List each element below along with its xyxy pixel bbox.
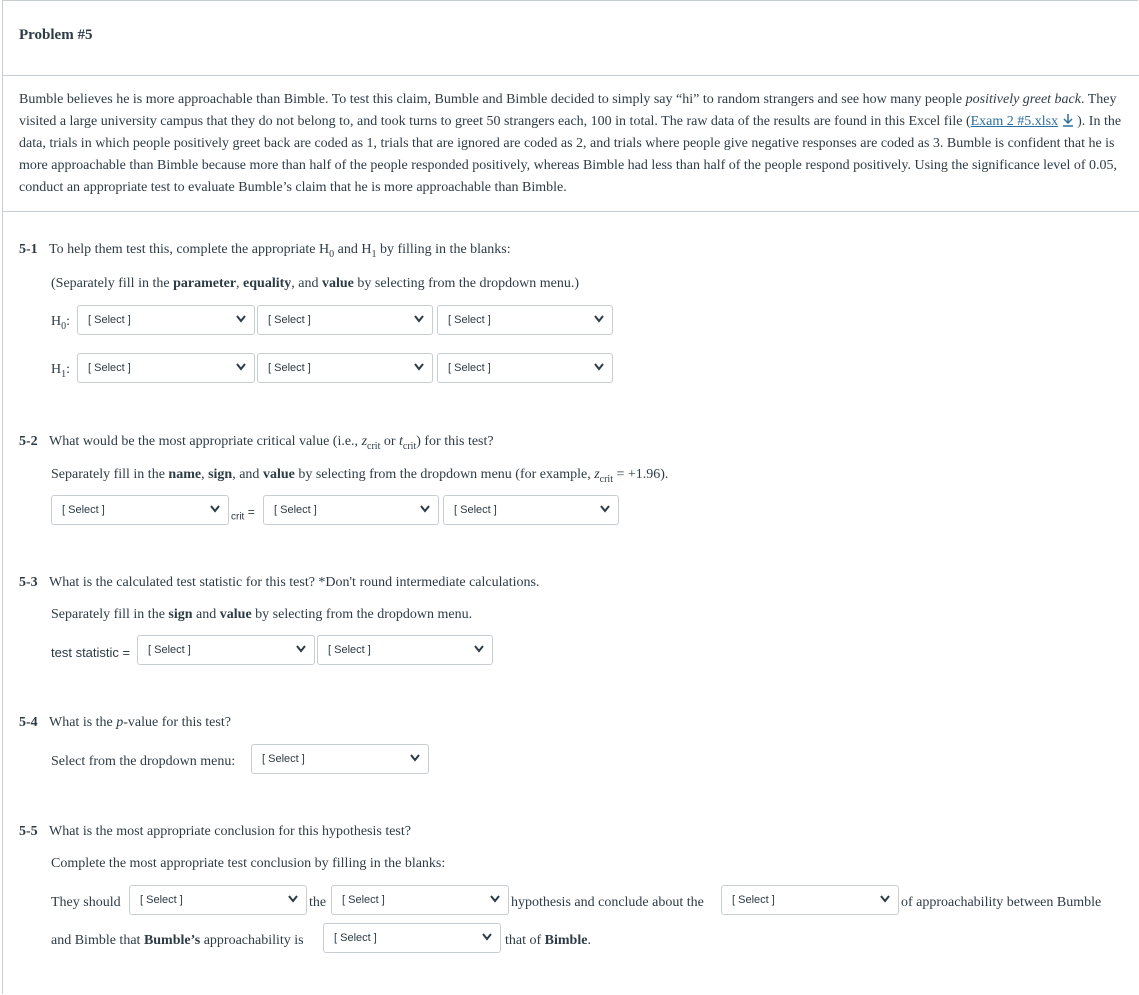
chevron-down-icon — [482, 933, 492, 941]
problem-intro — [19, 89, 1127, 199]
chevron-down-icon — [288, 895, 298, 903]
conclusion-text-3: hypothesis and conclude about the — [511, 895, 704, 910]
question-number: 5-1 — [19, 242, 38, 257]
question-number: 5-3 — [19, 575, 38, 590]
critical-name-select[interactable]: [ Select ] — [51, 495, 229, 525]
quiz-frame — [2, 0, 1138, 994]
h1-equality-select[interactable]: [ Select ] — [257, 353, 433, 383]
comparison-select[interactable]: [ Select ] — [323, 923, 501, 953]
test-statistic-sign-select[interactable]: [ Select ] — [137, 635, 315, 665]
h0-value-select[interactable]: [ Select ] — [437, 305, 613, 335]
question-5-3-instructions: Separately fill in the sign and value by selecting from the dropdown menu. — [51, 607, 473, 622]
question-number: 5-4 — [19, 715, 38, 730]
h0-parameter-select[interactable]: [ Select ] — [77, 305, 255, 335]
chevron-down-icon — [414, 363, 424, 371]
question-title: Problem #5 — [19, 27, 93, 43]
chevron-down-icon — [594, 315, 604, 323]
intro-text-3: ). In the data, trials in which people positively greet back are coded as 1, trials that are ignored are coded as 2, and trials where people give negative responses are coded as 3. Bumble is confident that he is more approachable than Bimble because more than half of the people responded positively, whereas Bimble had less than half of the people respond positively. Using the significance level of 0.05, conduct an appropriate test to evaluate Bumble’s claim that he is more approachable than Bimble. — [19, 114, 1122, 195]
test-statistic-label: test statistic = — [51, 645, 131, 660]
test-statistic-value-select[interactable]: [ Select ] — [317, 635, 493, 665]
chevron-down-icon — [490, 895, 500, 903]
chevron-down-icon — [414, 315, 424, 323]
divider — [3, 211, 1139, 212]
crit-equals-label: $_{crit}$ = — [231, 505, 255, 523]
chevron-down-icon — [296, 645, 306, 653]
chevron-down-icon — [474, 645, 484, 653]
question-5-2: 5-2 What would be the most appropriate critical value (i.e., $z_{crit}$ or $t_{crit}$) for this test? — [19, 434, 494, 452]
question-5-4: 5-4 What is the p-value for this test? — [19, 713, 231, 733]
conclusion-text-6: that of Bimble. — [505, 933, 591, 948]
chevron-down-icon — [600, 505, 610, 513]
h0-equality-select[interactable]: [ Select ] — [257, 305, 433, 335]
critical-value-select[interactable]: [ Select ] — [443, 495, 619, 525]
question-5-2-instructions: Separately fill in the name, sign, and value by selecting from the dropdown menu (for example, $z_{crit} = +1.96$). — [51, 467, 669, 485]
h1-label: $H_1$: — [51, 362, 71, 380]
p-value-select[interactable]: [ Select ] — [251, 744, 429, 774]
chevron-down-icon — [880, 895, 890, 903]
chevron-down-icon — [236, 363, 246, 371]
conclusion-text-2: the — [309, 895, 327, 910]
question-5-1: 5-1 To help them test this, complete the appropriate $H_0$ and $H_1$ by filling in the blanks: — [19, 242, 511, 260]
p-value-label: Select from the dropdown menu: — [51, 754, 236, 769]
chevron-down-icon — [420, 505, 430, 513]
question-5-5-instructions: Complete the most appropriate test conclusion by filling in the blanks: — [51, 856, 446, 871]
conclusion-text-1: They should — [51, 895, 121, 910]
question-5-1-instructions: (Separately fill in the parameter, equality, and value by selecting from the dropdown menu.) — [51, 276, 580, 291]
chevron-down-icon — [236, 315, 246, 323]
intro-emphasis: positively greet back — [965, 92, 1081, 107]
h0-label: $H_0$: — [51, 314, 71, 332]
difference-select[interactable]: [ Select ] — [721, 885, 899, 915]
conclusion-text-5: and Bimble that Bumble’s approachability is — [51, 933, 304, 948]
conclusion-text-4: of approachability between Bumble — [901, 895, 1102, 910]
excel-file-link[interactable]: Exam 2 #5.xlsx — [970, 114, 1059, 129]
chevron-down-icon — [410, 754, 420, 762]
question-header — [3, 1, 1139, 76]
chevron-down-icon — [594, 363, 604, 371]
intro-text-1: Bumble believes he is more approachable than Bimble. To test this claim, Bumble and Bimble decided to simply say “hi” to random strangers and see how many people — [19, 92, 966, 107]
critical-sign-select[interactable]: [ Select ] — [263, 495, 439, 525]
question-number: 5-2 — [19, 434, 38, 449]
h1-value-select[interactable]: [ Select ] — [437, 353, 613, 383]
decision-select[interactable]: [ Select ] — [129, 885, 307, 915]
question-5-3: 5-3 What is the calculated test statistic for this test? *Don't round intermediate calculations. — [19, 573, 539, 593]
chevron-down-icon — [210, 505, 220, 513]
h1-parameter-select[interactable]: [ Select ] — [77, 353, 255, 383]
download-icon[interactable] — [1062, 113, 1074, 127]
question-5-5: 5-5 What is the most appropriate conclusion for this hypothesis test? — [19, 822, 411, 842]
intro-text-2: . They visited a large university campus that they do not belong to, and took turns to greet 50 strangers each, 100 in total. The raw data of the results are found in this Excel file ( — [19, 92, 1117, 129]
hypothesis-select[interactable]: [ Select ] — [331, 885, 509, 915]
question-number: 5-5 — [19, 824, 38, 839]
